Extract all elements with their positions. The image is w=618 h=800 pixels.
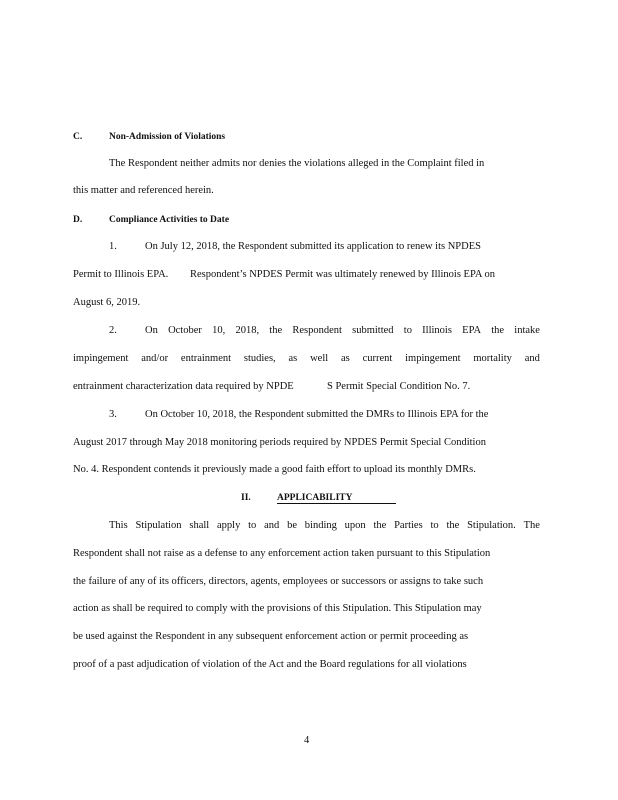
word: as: [288, 353, 298, 364]
word: as: [341, 353, 350, 364]
word: intake: [514, 325, 540, 336]
word: the: [491, 325, 505, 336]
section-c-para-line1: The Respondent neither admits nor denies the violations alleged in the Complaint filed in: [109, 158, 485, 169]
page-number: 4: [304, 735, 310, 746]
item2-number: 2.: [109, 325, 117, 336]
item1-number: 1.: [109, 241, 117, 252]
item3-line3: No. 4. Respondent contends it previously made a good faith effort to upload its monthly DMRs.: [73, 464, 476, 475]
item3-line1: On October 10, 2018, the Respondent submitted the DMRs to Illinois EPA for the: [145, 409, 489, 420]
word: submitted: [352, 325, 394, 336]
section-ii-numeral: II.: [241, 493, 251, 503]
word: 10,: [212, 325, 226, 336]
word: the: [446, 520, 460, 531]
word: the: [373, 520, 387, 531]
word: entrainment: [180, 353, 232, 364]
word: current: [362, 353, 393, 364]
word: mortality: [473, 353, 512, 364]
word: to: [248, 520, 257, 531]
word: the: [269, 325, 283, 336]
word: and: [524, 353, 540, 364]
word: well: [310, 353, 329, 364]
word: upon: [344, 520, 366, 531]
item3-number: 3.: [109, 409, 117, 420]
item1-line2b: Respondent’s NPDES Permit was ultimately renewed by Illinois EPA on: [190, 269, 495, 280]
section-ii-line2: Respondent shall not raise as a defense to any enforcement action taken pursuant to this Stipulation: [73, 548, 491, 559]
word: October: [168, 325, 202, 336]
word: to: [430, 520, 439, 531]
word: On: [145, 325, 158, 336]
word: binding: [304, 520, 337, 531]
word: impingement: [73, 353, 129, 364]
section-c-para-line2: this matter and referenced herein.: [73, 185, 214, 196]
item2-line3a: entrainment characterization data required by NPDE: [73, 381, 294, 392]
word: shall: [189, 520, 210, 531]
word: and: [264, 520, 280, 531]
word: Illinois: [422, 325, 452, 336]
item1-line1: On July 12, 2018, the Respondent submitted its application to renew its NPDES: [145, 241, 481, 252]
word: Stipulation: [135, 520, 182, 531]
section-ii-heading: [277, 491, 396, 505]
word: Respondent: [292, 325, 342, 336]
word: Parties: [394, 520, 423, 531]
section-d-heading: Compliance Activities to Date: [109, 215, 230, 225]
word: EPA: [462, 325, 482, 336]
section-d-letter: D.: [73, 215, 83, 225]
word: This: [109, 520, 128, 531]
item3-line2: August 2017 through May 2018 monitoring periods required by NPDES Permit Special Condition: [73, 437, 486, 448]
item1-line2a: Permit to Illinois EPA.: [73, 269, 169, 280]
item2-line2: [73, 352, 540, 366]
word: to: [403, 325, 412, 336]
word: studies,: [243, 353, 276, 364]
section-ii-line3: the failure of any of its officers, directors, agents, employees or successors or assigns to take such: [73, 576, 484, 587]
word: Stipulation.: [467, 520, 516, 531]
section-ii-line1: [109, 519, 540, 533]
word: The: [523, 520, 540, 531]
item2-line3b: S Permit Special Condition No. 7.: [327, 381, 471, 392]
item2-line1: [145, 324, 540, 338]
section-c-heading: Non-Admission of Violations: [109, 132, 226, 142]
section-ii-line6: proof of a past adjudication of violation of the Act and the Board regulations for all violations: [73, 659, 467, 670]
word: be: [287, 520, 297, 531]
section-ii-line5: be used against the Respondent in any subsequent enforcement action or permit proceeding as: [73, 631, 469, 642]
section-ii-line4: action as shall be required to comply with the provisions of this Stipulation. This Stipulation may: [73, 603, 482, 614]
item1-line3: August 6, 2019.: [73, 297, 141, 308]
section-c-letter: C.: [73, 132, 83, 142]
word: 2018,: [235, 325, 260, 336]
word: and/or: [141, 353, 169, 364]
word: impingement: [405, 353, 461, 364]
section-ii-heading-text: APPLICABILITY: [277, 493, 396, 504]
word: apply: [217, 520, 241, 531]
